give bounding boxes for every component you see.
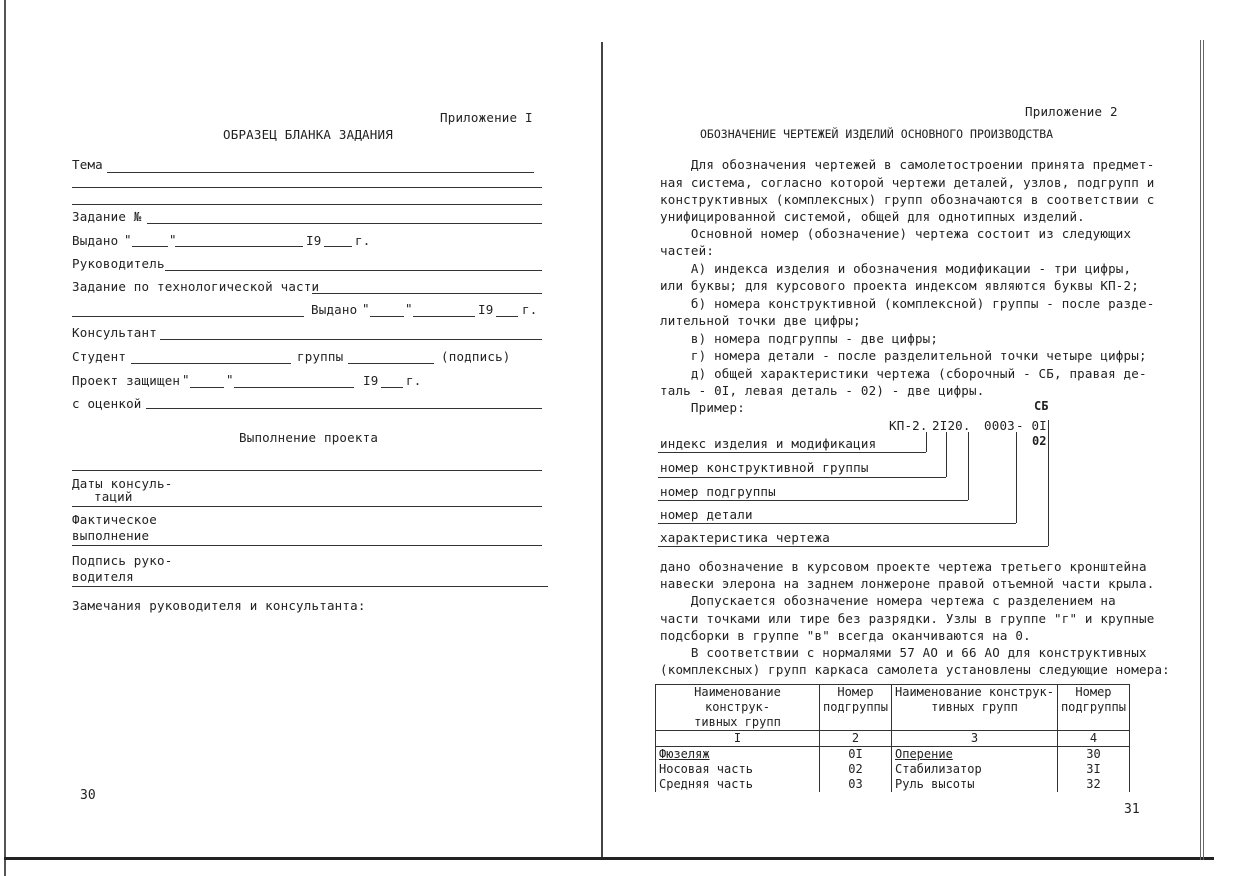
designation-title: ОБОЗНАЧЕНИЕ ЧЕРТЕЖЕЙ ИЗДЕЛИЙ ОСНОВНОГО ПРОИЗВОДСТВА bbox=[700, 127, 1054, 141]
vydano-day-line bbox=[132, 246, 168, 247]
zadanie-tech-line-2 bbox=[72, 316, 304, 317]
p1-line: Пример: bbox=[660, 400, 745, 415]
leader-h bbox=[658, 500, 968, 501]
table-row bbox=[656, 777, 1130, 792]
code-part1: КП-2. bbox=[889, 418, 928, 433]
left-page-edge bbox=[4, 0, 6, 876]
table-cell: 03 bbox=[819, 777, 891, 792]
vydano2-year-line bbox=[496, 316, 518, 317]
table-cell: Средняя часть bbox=[656, 777, 820, 792]
p1-line: Основной номер (обозначение) чертежа состоит из следующих bbox=[660, 226, 1132, 241]
p2-line: В соответствии с нормалями 57 АО и 66 АО для конструктивных bbox=[660, 645, 1147, 660]
fakt-label-1: Фактическое bbox=[72, 512, 157, 527]
table-cell: 02 bbox=[819, 762, 891, 777]
tema-line-2 bbox=[72, 187, 542, 188]
table-line-2 bbox=[72, 506, 542, 507]
header-cell: Наименование конструк- тивных групп bbox=[892, 685, 1058, 731]
code-part3: 0003 bbox=[984, 418, 1015, 433]
column-number-row bbox=[656, 731, 1130, 747]
leader-v bbox=[946, 432, 947, 477]
proekt-quote-close: " bbox=[226, 372, 234, 387]
remarks-label: Замечания руководителя и консультанта: bbox=[72, 598, 366, 613]
student-line bbox=[131, 363, 291, 364]
table-cell: 32 bbox=[1057, 777, 1129, 792]
vydano2-day-line bbox=[370, 316, 404, 317]
leader-v bbox=[1016, 432, 1017, 523]
bottom-edge bbox=[4, 857, 1214, 860]
p2-line: части точками или тире без разрядки. Узлы в группе "г" и крупные bbox=[660, 611, 1155, 626]
ocenka-label: с оценкой bbox=[72, 396, 142, 411]
podpis-ruk-label-2: водителя bbox=[72, 569, 134, 584]
vydano2-quote-close: " bbox=[405, 301, 413, 316]
appendix-label-right: Приложение 2 bbox=[1025, 104, 1118, 119]
leader-v bbox=[926, 432, 927, 452]
vydano2-quote-open: " bbox=[362, 301, 370, 316]
p1-line: ная система, согласно которой чертежи деталей, узлов, подгрупп и bbox=[660, 175, 1155, 190]
book-gutter bbox=[601, 42, 603, 860]
proekt-day-line bbox=[190, 387, 224, 388]
p1-line: конструктивных (комплексных) групп обозначаются в соответствии с bbox=[660, 192, 1155, 207]
p1-line: частей: bbox=[660, 243, 715, 258]
code-part4: - 0I bbox=[1016, 418, 1047, 433]
proekt-label: Проект защищен bbox=[72, 373, 181, 388]
p1-line: таль - 0I, левая деталь - 02) - две цифры. bbox=[660, 383, 985, 398]
table-cell: Оперение bbox=[892, 747, 1058, 763]
table-line-3 bbox=[72, 545, 542, 546]
vydano-year: I9 bbox=[306, 233, 322, 248]
form-title: ОБРАЗЕЦ БЛАНКА ЗАДАНИЯ bbox=[223, 127, 393, 142]
table-cell: 3I bbox=[1057, 762, 1129, 777]
page-number-left: 30 bbox=[80, 788, 96, 803]
zadanie-tech-label: Задание по технологической части bbox=[72, 279, 320, 294]
proekt-month-line bbox=[234, 387, 354, 388]
page-number-right: 31 bbox=[1124, 802, 1140, 817]
proekt-year-line bbox=[381, 387, 403, 388]
p1-line: лительной точки две цифры; bbox=[660, 313, 861, 328]
table-line-4 bbox=[72, 586, 548, 587]
table-cell: 30 bbox=[1057, 747, 1129, 763]
tema-line bbox=[107, 172, 534, 173]
podpis-ruk-label-1: Подпись руко- bbox=[72, 553, 173, 568]
p1-line: Для обозначения чертежей в самолетостроении принята предмет- bbox=[660, 157, 1155, 172]
zadanie-tech-line bbox=[312, 293, 542, 294]
code-part2: 2I20. bbox=[932, 418, 971, 433]
header-cell: Номер подгруппы bbox=[1057, 685, 1129, 731]
gruppy-label: группы bbox=[297, 349, 344, 364]
table-cell: Носовая часть bbox=[656, 762, 820, 777]
example-label: номер конструктивной группы bbox=[660, 460, 869, 475]
vydano-year-line bbox=[324, 246, 352, 247]
vydano2-year-suffix: г. bbox=[522, 302, 538, 317]
p1-line: г) номера детали - после разделительной точки четыре цифры; bbox=[660, 348, 1147, 363]
leader-h bbox=[658, 452, 926, 453]
p2-line: подсборки в группе "в" всегда оканчиваются на 0. bbox=[660, 628, 1031, 643]
p1-line: унифицированной системой, общей для однотипных изделий. bbox=[660, 209, 1085, 224]
daty-label-1: Даты консуль- bbox=[72, 476, 173, 491]
vydano-month-line bbox=[175, 246, 303, 247]
p1-line: в) номера подгруппы - две цифры; bbox=[660, 331, 939, 346]
table-cell: 0I bbox=[819, 747, 891, 763]
code-sb: СБ bbox=[1034, 399, 1049, 413]
zadanie-line bbox=[147, 223, 542, 224]
rukovoditel-label: Руководитель bbox=[72, 256, 165, 271]
leader-v bbox=[1048, 420, 1049, 546]
header-cell: Наименование конструк- тивных групп bbox=[656, 685, 820, 731]
vydano-quote-open: " bbox=[124, 232, 132, 247]
vydano-quote-close: " bbox=[169, 232, 177, 247]
vydano-year-suffix: г. bbox=[355, 233, 371, 248]
right-page-edge bbox=[1200, 40, 1204, 860]
zadanie-label: Задание № bbox=[72, 209, 142, 224]
proekt-year-suffix: г. bbox=[406, 373, 422, 388]
p2-line: Допускается обозначение номера чертежа с разделением на bbox=[660, 593, 1116, 608]
podpis-label: (подпись) bbox=[441, 349, 511, 364]
vydano-label: Выдано bbox=[72, 233, 119, 248]
group-number-table bbox=[655, 684, 1130, 792]
proekt-year: I9 bbox=[363, 373, 379, 388]
vydano2-month-line bbox=[413, 316, 475, 317]
table-cell: Стабилизатор bbox=[892, 762, 1058, 777]
col-number: 3 bbox=[892, 731, 1058, 747]
p2-line: навески элерона на заднем лонжероне правой отъемной части крыла. bbox=[660, 576, 1155, 591]
vydano2-year: I9 bbox=[478, 302, 494, 317]
leader-v bbox=[968, 432, 969, 500]
table-cell: Фюзеляж bbox=[656, 747, 820, 763]
ocenka-line bbox=[146, 408, 542, 409]
table-header-row bbox=[656, 685, 1130, 731]
proekt-quote-open: " bbox=[182, 372, 190, 387]
leader-h bbox=[658, 477, 946, 478]
p1-line: б) номера конструктивной (комплексной) группы - после разде- bbox=[660, 296, 1155, 311]
tema-label: Тема bbox=[72, 157, 103, 172]
table-row bbox=[656, 747, 1130, 763]
col-number: I bbox=[656, 731, 820, 747]
table-row bbox=[656, 762, 1130, 777]
example-label: номер подгруппы bbox=[660, 484, 776, 499]
fakt-label-2: выполнение bbox=[72, 528, 150, 543]
header-cell: Номер подгруппы bbox=[819, 685, 891, 731]
student-label: Студент bbox=[72, 349, 127, 364]
example-label: характеристика чертежа bbox=[660, 530, 830, 545]
vydano2-label: Выдано bbox=[311, 302, 358, 317]
konsultant-line bbox=[160, 339, 542, 340]
tema-line-3 bbox=[72, 204, 542, 205]
p1-line: А) индекса изделия и обозначения модификации - три цифры, bbox=[660, 261, 1132, 276]
rukovoditel-line bbox=[165, 270, 542, 271]
appendix-label-left: Приложение I bbox=[440, 110, 533, 125]
gruppy-line bbox=[348, 363, 434, 364]
table-cell: Руль высоты bbox=[892, 777, 1058, 792]
p1-line: д) общей характеристики чертежа (сборочный - СБ, правая де- bbox=[660, 366, 1147, 381]
table-line-1 bbox=[72, 470, 542, 471]
leader-h bbox=[658, 523, 1016, 524]
p2-line: (комплексных) групп каркаса самолета установлены следующие номера: bbox=[660, 662, 1170, 677]
col-number: 4 bbox=[1057, 731, 1129, 747]
p1-line: или буквы; для курсового проекта индексом являются буквы КП-2; bbox=[660, 278, 1139, 293]
section-title: Выполнение проекта bbox=[239, 430, 379, 445]
leader-h bbox=[658, 546, 1048, 547]
example-label: индекс изделия и модификация bbox=[660, 436, 877, 451]
example-label: номер детали bbox=[660, 507, 753, 522]
col-number: 2 bbox=[819, 731, 891, 747]
konsultant-label: Консультант bbox=[72, 325, 157, 340]
daty-label-2: таций bbox=[94, 489, 133, 504]
p2-line: дано обозначение в курсовом проекте чертежа третьего кронштейна bbox=[660, 559, 1147, 574]
code-alt-02: 02 bbox=[1032, 434, 1047, 448]
